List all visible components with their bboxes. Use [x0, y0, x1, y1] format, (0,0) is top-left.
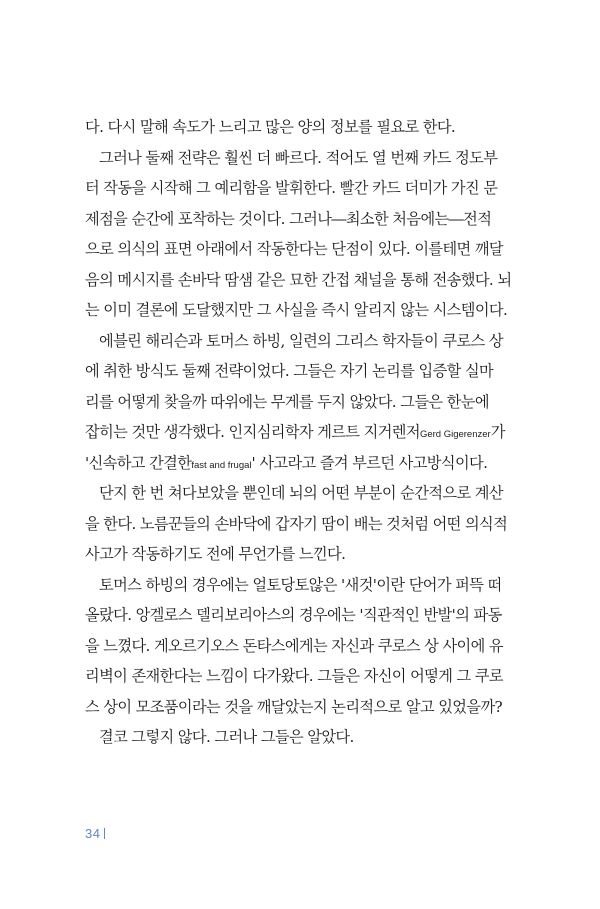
text-line: 리벽이 존재한다는 느낌이 다가왔다. 그들은 자신이 어떻게 그 쿠로 [85, 667, 503, 685]
page-number-divider [104, 828, 105, 839]
text-segment: 잡히는 것만 생각했다. 인지심리학자 게르트 지거렌저 [85, 423, 420, 441]
latin-gloss: fast and frugal [191, 459, 252, 471]
text-line: 으로 의식의 표면 아래에서 작동한다는 단점이 있다. 이를테면 깨달 [85, 240, 503, 258]
text-line: 을 느꼈다. 게오르기오스 돈타스에게는 자신과 쿠로스 상 사이에 유 [85, 636, 503, 655]
text-line: 리를 어떻게 찾을까 따위에는 무게를 두지 않았다. 그들은 한눈에 [85, 392, 489, 411]
text-line: 다. 다시 말해 속도가 느리고 많은 양의 정보를 필요로 한다. [85, 118, 456, 136]
text-segment: 가 [490, 423, 505, 441]
latin-gloss: Gerd Gigerenzer [419, 429, 491, 440]
text-line: 스 상이 모조품이라는 것을 깨달았는지 논리적으로 알고 있었을까? [85, 697, 503, 716]
text-line [85, 417, 523, 448]
page-number-value: 34 [85, 826, 101, 841]
text-line: 음의 메시지를 손바닥 땀샘 같은 묘한 간접 채널을 통해 전송했다. 뇌 [85, 270, 512, 289]
text-line: 을 한다. 노름꾼들의 손바닥에 갑자기 땀이 배는 것처럼 어떤 의식적 [85, 514, 508, 533]
text-line: 에블린 해리슨과 토머스 하빙, 일련의 그리스 학자들이 쿠로스 상 [99, 331, 503, 350]
page-number [85, 826, 105, 841]
text-line: 제점을 순간에 포착하는 것이다. 그러나―최소한 처음에는―전적 [85, 209, 492, 228]
text-line: 는 이미 결론에 도달했지만 그 사실을 즉시 알리지 않는 시스템이다. [85, 301, 508, 319]
text-line: 에 취한 방식도 둘째 전략이었다. 그들은 자기 논리를 입증할 실마 [85, 362, 494, 380]
text-segment: ' 사고라고 즐겨 부르던 사고방식이다. [251, 453, 488, 472]
text-segment: '신속하고 간결한 [85, 453, 192, 472]
text-line: 그러나 둘째 전략은 훨씬 더 빠르다. 적어도 열 번째 카드 정도부 [99, 148, 498, 167]
body-text [85, 112, 523, 753]
text-line: 터 작동을 시작해 그 예리함을 발휘한다. 빨간 카드 더미가 가진 문 [85, 179, 498, 197]
text-line: 토머스 하빙의 경우에는 얼토당토않은 '새것'이란 단어가 퍼뜩 떠 [99, 575, 502, 594]
text-line: 올랐다. 앙겔로스 델리보리아스의 경우에는 '직관적인 반발'의 파동 [85, 606, 502, 624]
text-line: 단지 한 번 쳐다보았을 뿐인데 뇌의 어떤 부분이 순간적으로 계산 [99, 484, 503, 502]
text-line [85, 448, 523, 479]
text-line: 결코 그렇지 않다. 그러나 그들은 알았다. [99, 728, 354, 746]
text-line: 사고가 작동하기도 전에 무언가를 느낀다. [85, 545, 346, 563]
